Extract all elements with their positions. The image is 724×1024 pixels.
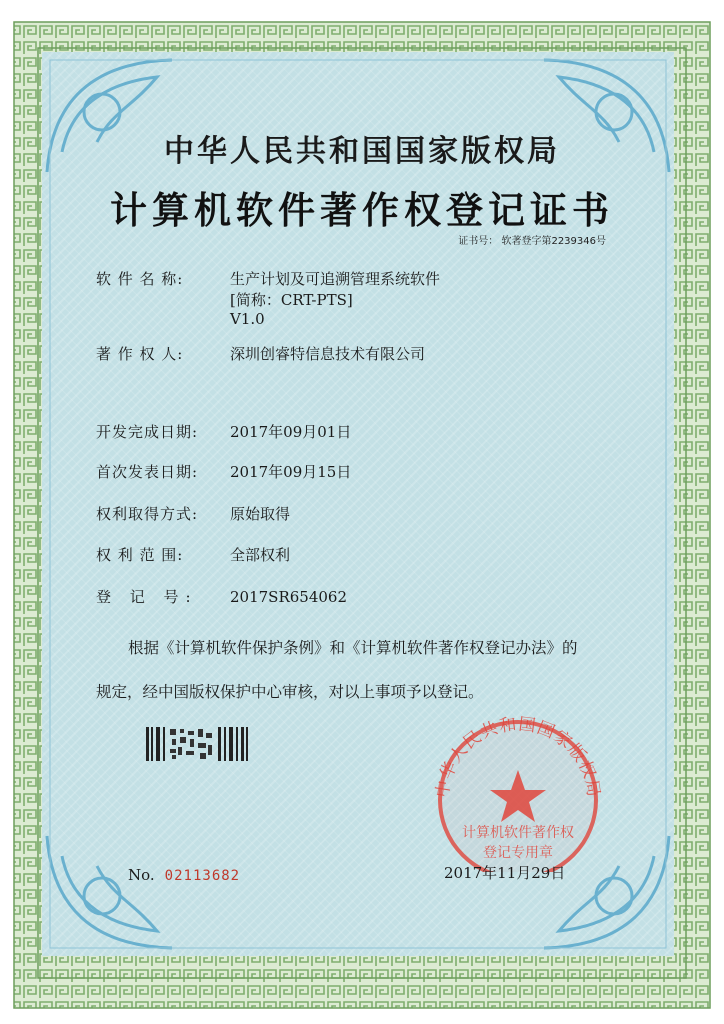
- field-value: 深圳创睿特信息技术有限公司: [230, 345, 426, 363]
- seal-line-2: 登记专用章: [483, 845, 553, 861]
- issue-date: 2017年11月29日: [444, 864, 566, 882]
- serial-value: 02113682: [164, 868, 241, 884]
- field-label: 著 作 权 人:: [96, 345, 184, 363]
- field-owner: [96, 343, 425, 364]
- issuer-title: 中华人民共和国国家版权局: [164, 134, 560, 169]
- certificate-number: 证书号： 软著登字第2239346号: [458, 236, 606, 247]
- software-short-name: [简称：CRT-PTS]: [230, 291, 353, 309]
- field-value: 2017SR654062: [230, 588, 348, 606]
- field-label: 开发完成日期:: [96, 423, 199, 441]
- official-seal-icon: [420, 712, 616, 872]
- seal-line-1: 计算机软件著作权: [462, 825, 574, 841]
- field-reg-no: [96, 586, 347, 607]
- field-label: 权 利 范 围:: [96, 546, 184, 564]
- field-label: 首次发表日期:: [96, 463, 199, 481]
- field-label: 软 件 名 称:: [96, 270, 184, 288]
- field-value: 全部权利: [230, 546, 291, 564]
- software-version: V1.0: [230, 310, 265, 328]
- seal-ring-text: 中华人民共和国国家版权局: [432, 714, 604, 799]
- field-pub-date: [96, 461, 351, 482]
- field-acquire: [96, 503, 290, 524]
- serial-number: [128, 866, 240, 884]
- body-text-line-1: 根据《计算机软件保护条例》和《计算机软件著作权登记办法》的: [128, 639, 578, 657]
- certificate-title: 计算机软件著作权登记证书: [110, 189, 614, 232]
- field-value: 原始取得: [230, 505, 291, 523]
- body-text-line-2: 规定，经中国版权保护中心审核，对以上事项予以登记。: [96, 683, 484, 701]
- field-value: 生产计划及可追溯管理系统软件: [230, 270, 441, 288]
- serial-label: No.: [128, 866, 155, 884]
- field-value: 2017年09月01日: [230, 423, 352, 441]
- field-scope: [96, 544, 290, 565]
- field-label: 登 记 号:: [96, 588, 198, 606]
- field-label: 权利取得方式:: [96, 505, 199, 523]
- field-software-name: [96, 268, 440, 289]
- field-dev-date: [96, 421, 351, 442]
- barcode-icon: [146, 727, 250, 761]
- field-value: 2017年09月15日: [230, 463, 352, 481]
